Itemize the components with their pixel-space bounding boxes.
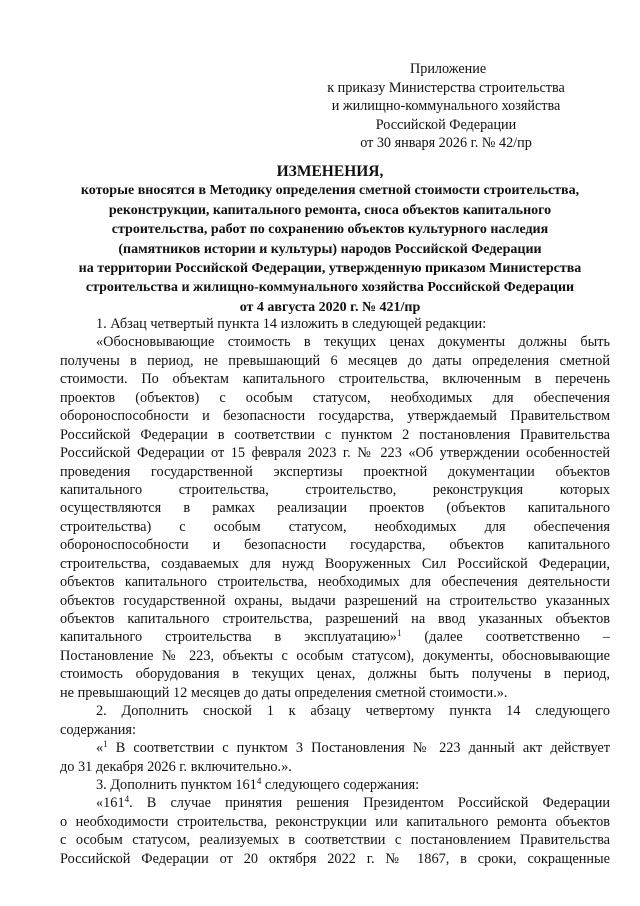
body-text-segment: (далее соответственно – bbox=[401, 629, 610, 646]
body-line: осуществляются в рамках реализации проектов (объектов капитального bbox=[60, 500, 610, 517]
body-line: «Обосновывающие стоимость в текущих ценах документы должны быть bbox=[96, 334, 610, 351]
title-line: от 4 августа 2020 г. № 421/пр bbox=[239, 299, 421, 315]
appendix-line: и жилищно-коммунального хозяйства bbox=[331, 98, 561, 115]
body-line: Постановление № 223, объекты с особым статусом), документы, обосновывающие bbox=[60, 647, 610, 664]
body-line: стоимости. По объектам капитального строительства, включенным в перечень bbox=[60, 371, 610, 388]
footnote-text-line bbox=[60, 739, 610, 757]
body-line: Российской Федерации в соответствии с пунктом 2 постановления Правительства bbox=[60, 426, 610, 443]
superscript-marker: 4 bbox=[256, 775, 262, 786]
superscript-marker: 4 bbox=[124, 794, 130, 805]
body-line: получены в период, не превышающий 6 месяцев до даты определения сметной bbox=[60, 352, 610, 369]
body-line: Российской Федерации от 20 октября 2022 г. № 1867, в сроки, сокращенные bbox=[60, 850, 610, 867]
body-line: обороноспособности и безопасности государства, объектов капитального bbox=[60, 537, 610, 554]
title-line: на территории Российской Федерации, утвержденную приказом Министерства bbox=[78, 261, 582, 277]
item-1-intro: 1. Абзац четвертый пункта 14 изложить в следующей редакции: bbox=[96, 316, 487, 332]
footnote-marker: 1 bbox=[103, 739, 108, 750]
appendix-line: к приказу Министерства строительства bbox=[327, 79, 565, 96]
appendix-header bbox=[296, 60, 596, 153]
body-text-segment: « bbox=[96, 740, 104, 757]
body-line: объектов капитального строительства, разрешений на ввод указанных объектов bbox=[60, 611, 610, 627]
body-line: строительства, создаваемых для нужд Вооруженных Сил Российской Федерации, bbox=[60, 555, 610, 572]
body-text-segment: следующего содержания: bbox=[261, 776, 420, 793]
body-line: проведения государственной экспертизы проектной документации объектов bbox=[60, 463, 610, 480]
title-line: реконструкции, капитального ремонта, сноса объектов капитального bbox=[108, 202, 552, 218]
title-line: строительства и жилищно-коммунального хозяйства Российской Федерации bbox=[85, 280, 575, 296]
body-line: проектов (объектов) с особым статусом, необходимых для обеспечения bbox=[60, 389, 610, 406]
body-text-segment: «161 bbox=[96, 795, 125, 812]
item-3-intro bbox=[60, 776, 610, 794]
appendix-line: от 30 января 2026 г. № 42/пр bbox=[360, 135, 532, 152]
body-text-segment: капитального строительства в эксплуатацию» bbox=[60, 629, 397, 646]
document-body bbox=[60, 315, 610, 868]
body-line: о необходимости строительства, реконструкции или капитального ремонта объектов bbox=[60, 813, 610, 830]
title-line: строительства, работ по сохранению объектов культурного наследия bbox=[111, 222, 549, 238]
body-text-segment: В соответствии с пунктом 3 Постановления № 223 данный акт действует bbox=[107, 740, 610, 757]
body-line: стоимость оборудования в текущих ценах, должны быть получены в период, bbox=[60, 666, 610, 683]
footnote-marker: 1 bbox=[396, 628, 402, 639]
title-line: (памятников истории и культуры) народов Российской Федерации bbox=[118, 241, 542, 257]
body-line: Российской Федерации от 15 февраля 2023 г. № 223 «Об утверждении особенностей bbox=[60, 445, 610, 462]
appendix-line: Российской Федерации bbox=[375, 116, 517, 133]
title-line: которые вносятся в Методику определения сметной стоимости строительства, bbox=[80, 183, 580, 199]
document-title bbox=[50, 162, 610, 317]
body-line: не превышающий 12 месяцев до даты определения сметной стоимости.». bbox=[60, 684, 508, 701]
body-line: обороноспособности и безопасности государства, утверждаемый Правительством bbox=[60, 408, 610, 425]
title-heading: ИЗМЕНЕНИЯ, bbox=[276, 163, 384, 180]
body-line: до 31 декабря 2026 г. включительно.». bbox=[60, 758, 292, 775]
body-line: объектов государственной охраны, выдачи разрешений на строительство указанных bbox=[60, 592, 610, 609]
item-161-4-line bbox=[60, 794, 610, 812]
body-line: капитального строительства, строительство, реконструкция которых bbox=[60, 481, 610, 498]
body-line: с особым статусом, реализуемых в соответствии с постановлением Правительства bbox=[60, 832, 610, 849]
body-text-segment: . В случае принятия решения Президентом Российской Федерации bbox=[129, 795, 610, 812]
body-text-segment: 3. Дополнить пунктом 161 bbox=[96, 776, 257, 793]
body-line: содержания: bbox=[60, 721, 136, 738]
item-2-intro: 2. Дополнить сноской 1 к абзацу четвертому пункта 14 следующего bbox=[96, 703, 610, 720]
body-line: строительства) с особым статусом, необходимых для обеспечения bbox=[60, 518, 610, 535]
body-line-with-footnote bbox=[60, 628, 610, 646]
body-line: объектов капитального строительства, необходимых для обеспечения деятельности bbox=[60, 574, 610, 591]
appendix-line: Приложение bbox=[410, 61, 487, 77]
